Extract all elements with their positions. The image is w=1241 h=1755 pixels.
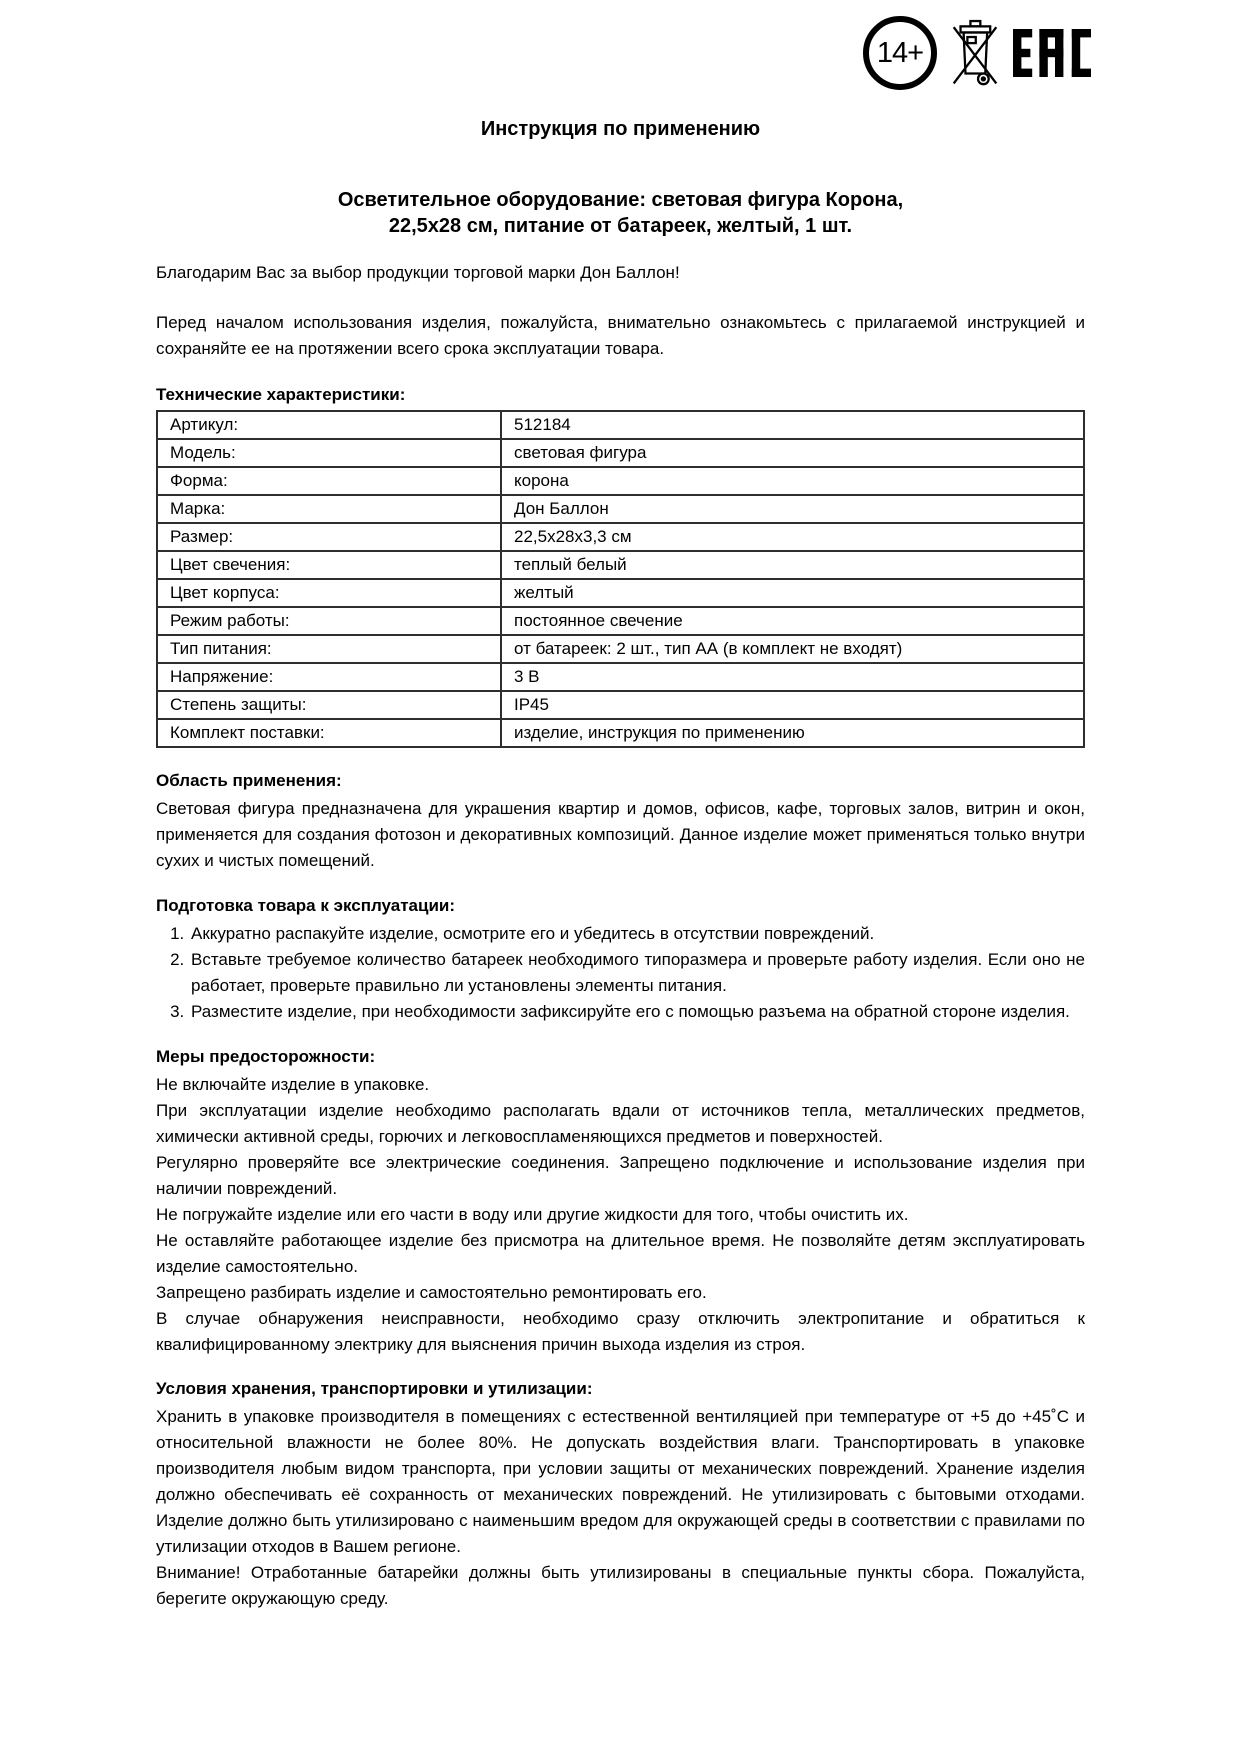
preparation-list [156,921,1085,1025]
compliance-marks [863,16,1091,90]
table-row [157,411,1084,439]
precaution-paragraph: При эксплуатации изделие необходимо располагать вдали от источников тепла, металлических предметов, химически активной среды, горючих и легковоспламеняющихся предметов и поверхностей. [156,1101,1085,1146]
table-row [157,663,1084,691]
spec-label: Тип питания: [157,635,501,663]
table-row [157,691,1084,719]
spec-value: Дон Баллон [501,495,1084,523]
precaution-paragraph: Не погружайте изделие или его части в воду или другие жидкости для того, чтобы очистить их. [156,1205,909,1224]
precaution-paragraph: Не включайте изделие в упаковке. [156,1075,430,1094]
application-paragraph: Световая фигура предназначена для украшения квартир и домов, офисов, кафе, торговых залов, витрин и окон, применяется для создания фотозон и декоративных композиций. Данное изделие может применяться только внутри сухих и чистых помещений. [156,799,1085,870]
specs-heading: Технические характеристики: [156,385,406,404]
specs-table [156,410,1085,748]
precautions-heading: Меры предосторожности: [156,1047,376,1066]
spec-label: Цвет корпуса: [157,579,501,607]
document-content [0,116,1241,1612]
read-instruction-paragraph: Перед началом использования изделия, пожалуйста, внимательно ознакомьтесь с прилагаемой инструкцией и сохраняйте ее на протяжении всего срока эксплуатации товара. [156,313,1085,358]
list-item: 3. Разместите изделие, при необходимости зафиксируйте его с помощью разъема на обратной стороне изделия. [189,999,1085,1025]
precautions-paragraphs [156,1072,1085,1358]
table-row [157,635,1084,663]
age-restriction-label: 14+ [876,36,924,69]
table-row [157,551,1084,579]
spec-value: 512184 [501,411,1084,439]
spec-label: Комплект поставки: [157,719,501,747]
table-row [157,607,1084,635]
table-row [157,495,1084,523]
spec-label: Марка: [157,495,501,523]
table-row [157,439,1084,467]
storage-paragraphs [156,1404,1085,1612]
product-subtitle-line-2: 22,5х28 см, питание от батареек, желтый, 1 шт. [388,215,853,237]
list-item: 2. Вставьте требуемое количество батареек необходимого типоразмера и проверьте работу изделия. Если оно не работает, проверьте правильно ли установлены элементы питания. [189,947,1085,999]
spec-value: 3 В [501,663,1084,691]
precaution-paragraph: Запрещено разбирать изделие и самостоятельно ремонтировать его. [156,1283,707,1302]
spec-label: Цвет свечения: [157,551,501,579]
age-restriction-14plus-icon [863,16,937,90]
spec-label: Режим работы: [157,607,501,635]
application-heading: Область применения: [156,771,342,790]
spec-label: Форма: [157,467,501,495]
table-row [157,467,1084,495]
precaution-paragraph: Регулярно проверяйте все электрические соединения. Запрещено подключение и использование изделия при наличии повреждений. [156,1153,1085,1198]
product-subtitle-line-1: Осветительное оборудование: световая фигура Корона, [337,189,904,211]
list-item: 1. Аккуратно распакуйте изделие, осмотрите его и убедитесь в отсутствии повреждений. [189,921,1085,947]
spec-label: Размер: [157,523,501,551]
product-subtitle [156,187,1085,239]
spec-value: постоянное свечение [501,607,1084,635]
precaution-paragraph: Не оставляйте работающее изделие без присмотра на длительное время. Не позволяйте детям эксплуатировать изделие самостоятельно. [156,1231,1085,1276]
table-row [157,523,1084,551]
spec-label: Модель: [157,439,501,467]
spec-value: изделие, инструкция по применению [501,719,1084,747]
storage-paragraph: Хранить в упаковке производителя в помещениях с естественной вентиляцией при температуре от +5 до +45˚С и относительной влажности не более 80%. Не допускать воздействия влаги. Транспортировать в упаковке производителя любым видом транспорта, при условии защиты от механических повреждений. Хранение изделия должно обеспечивать её сохранность от механических повреждений. Не утилизировать с бытовыми отходами. Изделие должно быть утилизировано с наименьшим вредом для окружающей среды в соответствии с правилами по утилизации отходов в Вашем регионе. [156,1407,1085,1556]
spec-value: IP45 [501,691,1084,719]
table-row [157,719,1084,747]
spec-label: Напряжение: [157,663,501,691]
storage-heading: Условия хранения, транспортировки и утилизации: [156,1379,593,1398]
eac-conformity-mark-icon [1013,21,1091,85]
spec-value: корона [501,467,1084,495]
spec-label: Степень защиты: [157,691,501,719]
preparation-heading: Подготовка товара к эксплуатации: [156,896,456,915]
spec-value: 22,5х28х3,3 см [501,523,1084,551]
spec-value: желтый [501,579,1084,607]
precaution-paragraph: В случае обнаружения неисправности, необходимо сразу отключить электропитание и обратиться к квалифицированному электрику для выяснения причин выхода изделия из строя. [156,1309,1085,1354]
spec-value: от батареек: 2 шт., тип АА (в комплект не входят) [501,635,1084,663]
table-row [157,579,1084,607]
spec-value: теплый белый [501,551,1084,579]
storage-paragraph: Внимание! Отработанные батарейки должны быть утилизированы в специальные пункты сбора. Пожалуйста, берегите окружающую среду. [156,1563,1085,1608]
crossed-out-wheelie-bin-icon [944,18,1006,88]
spec-label: Артикул: [157,411,501,439]
thanks-paragraph: Благодарим Вас за выбор продукции торговой марки Дон Баллон! [156,263,680,282]
page-title: Инструкция по применению [480,118,761,140]
spec-value: световая фигура [501,439,1084,467]
